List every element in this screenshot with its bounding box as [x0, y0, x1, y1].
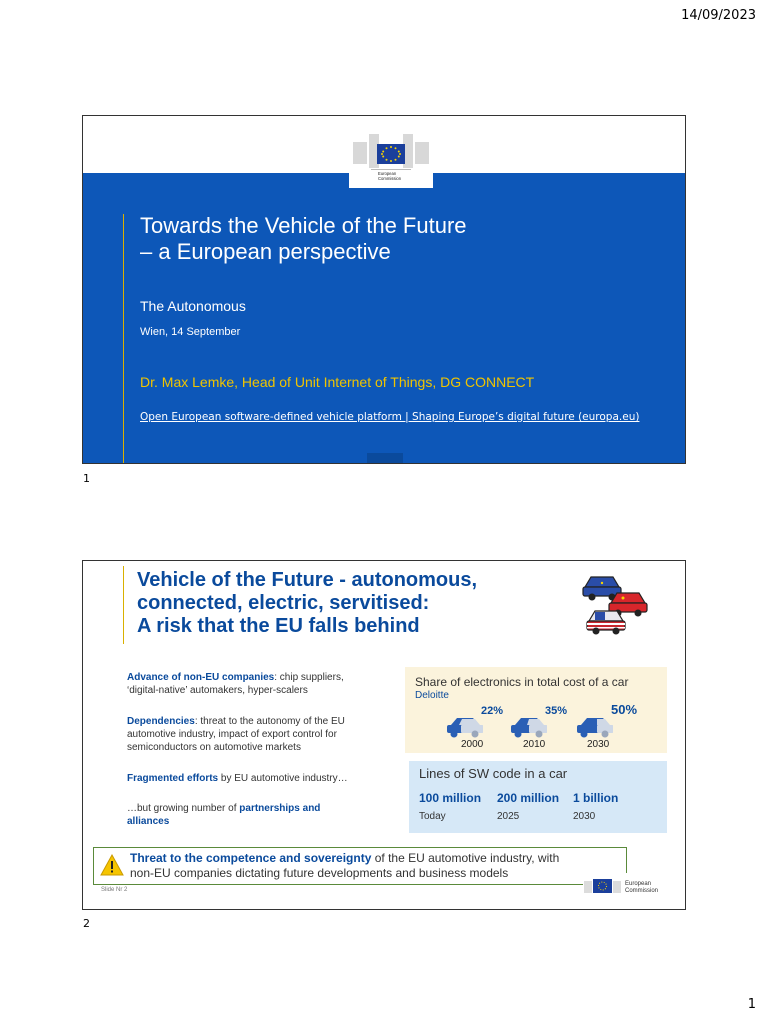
page-date: 14/09/2023	[681, 8, 756, 23]
sw-value-2030: 1 billion	[573, 791, 619, 805]
bullet-1-highlight: Advance of non-EU companies	[127, 672, 275, 683]
sw-year-2025: 2025	[497, 811, 520, 822]
car-icon	[445, 715, 489, 739]
sw-code-title: Lines of SW code in a car	[419, 766, 568, 781]
slide-1-title-line1: Towards the Vehicle of the Future	[140, 213, 467, 238]
bullet-3	[127, 772, 348, 785]
bullet-3-highlight: Fragmented efforts	[127, 773, 219, 784]
slide-2-accent-line	[123, 566, 124, 644]
slide-1-accent-line	[123, 214, 124, 464]
car-icon	[575, 715, 619, 739]
slide-1-title-line2: – a European perspective	[140, 239, 391, 264]
european-commission-logo-small	[583, 873, 665, 899]
slide-1-date: Wien, 14 September	[140, 326, 241, 338]
slide-1-index: 1	[83, 472, 90, 485]
threat-text	[130, 851, 624, 881]
electronics-share-box	[405, 667, 667, 753]
slide-1-title	[140, 213, 467, 265]
slide-2-number-label: Slide Nr 2	[101, 887, 128, 893]
page-number: 1	[747, 997, 756, 1012]
bullet-2-rest: : threat to the autonomy of the EU	[194, 716, 345, 727]
slide-2-index: 2	[83, 917, 90, 930]
share-year-2000: 2000	[461, 739, 484, 750]
share-item-2030	[575, 701, 645, 751]
slide-2-title	[137, 569, 477, 638]
sw-year-2030: 2030	[573, 811, 596, 822]
european-commission-logo	[349, 128, 433, 188]
threat-highlight: Threat to the competence and sovereignty	[130, 851, 372, 865]
slide-1	[82, 115, 686, 464]
bullet-4-pre: …but growing number of	[127, 803, 240, 814]
bullet-3-rest: by EU automotive industry…	[218, 773, 348, 784]
bullet-2-line3: semiconductors on automotive markets	[127, 742, 301, 753]
flag-cars-icon	[581, 565, 653, 637]
sw-year-today: Today	[419, 811, 446, 822]
electronics-share-source: Deloitte	[415, 690, 449, 701]
share-item-2010	[509, 701, 579, 751]
slide-1-link[interactable]: Open European software-defined vehicle platform | Shaping Europe’s digital future (europa.eu)	[140, 411, 640, 423]
share-item-2000	[445, 701, 515, 751]
bullet-1	[127, 671, 344, 697]
share-year-2030: 2030	[587, 739, 610, 750]
bullet-2-line2: automotive industry, impact of export control for	[127, 729, 337, 740]
bullet-4	[127, 802, 320, 828]
small-logo-text-line1: European	[625, 881, 652, 887]
share-pct-2010: 35%	[545, 705, 568, 717]
electronics-share-title: Share of electronics in total cost of a car	[415, 675, 629, 689]
slide-2	[82, 560, 686, 910]
bullet-2-highlight: Dependencies	[127, 716, 195, 727]
bullet-2	[127, 715, 345, 754]
warning-icon	[100, 854, 124, 876]
sw-value-today: 100 million	[419, 791, 482, 805]
share-pct-2000: 22%	[481, 705, 504, 717]
slide-2-title-line2: connected, electric, servitised:	[137, 592, 430, 614]
threat-line2: non-EU companies dictating future developments and business models	[130, 866, 509, 880]
logo-text-line2: Commission	[378, 176, 402, 181]
bullet-4-highlight: partnerships and	[239, 803, 321, 814]
slide-1-bottom-tab	[367, 453, 403, 464]
car-icon	[509, 715, 553, 739]
small-logo-text-line2: Commission	[625, 888, 659, 894]
bullet-4-highlight-line2: alliances	[127, 816, 170, 827]
slide-2-title-line1: Vehicle of the Future - autonomous,	[137, 569, 478, 591]
threat-rest: of the EU automotive industry, with	[371, 851, 560, 865]
sw-code-box	[409, 761, 667, 833]
share-pct-2030: 50%	[611, 702, 638, 717]
logo-text-line1: European	[378, 171, 397, 176]
slide-1-subtitle: The Autonomous	[140, 298, 246, 314]
sw-value-2025: 200 million	[497, 791, 560, 805]
slide-1-author: Dr. Max Lemke, Head of Unit Internet of Things, DG CONNECT	[140, 374, 535, 390]
bullet-1-rest: : chip suppliers,	[274, 672, 344, 683]
slide-2-title-line3: A risk that the EU falls behind	[137, 615, 420, 637]
threat-callout	[93, 847, 627, 885]
share-year-2010: 2010	[523, 739, 546, 750]
bullet-1-line2: ‘digital-native’ automakers, hyper-scalers	[127, 685, 308, 696]
